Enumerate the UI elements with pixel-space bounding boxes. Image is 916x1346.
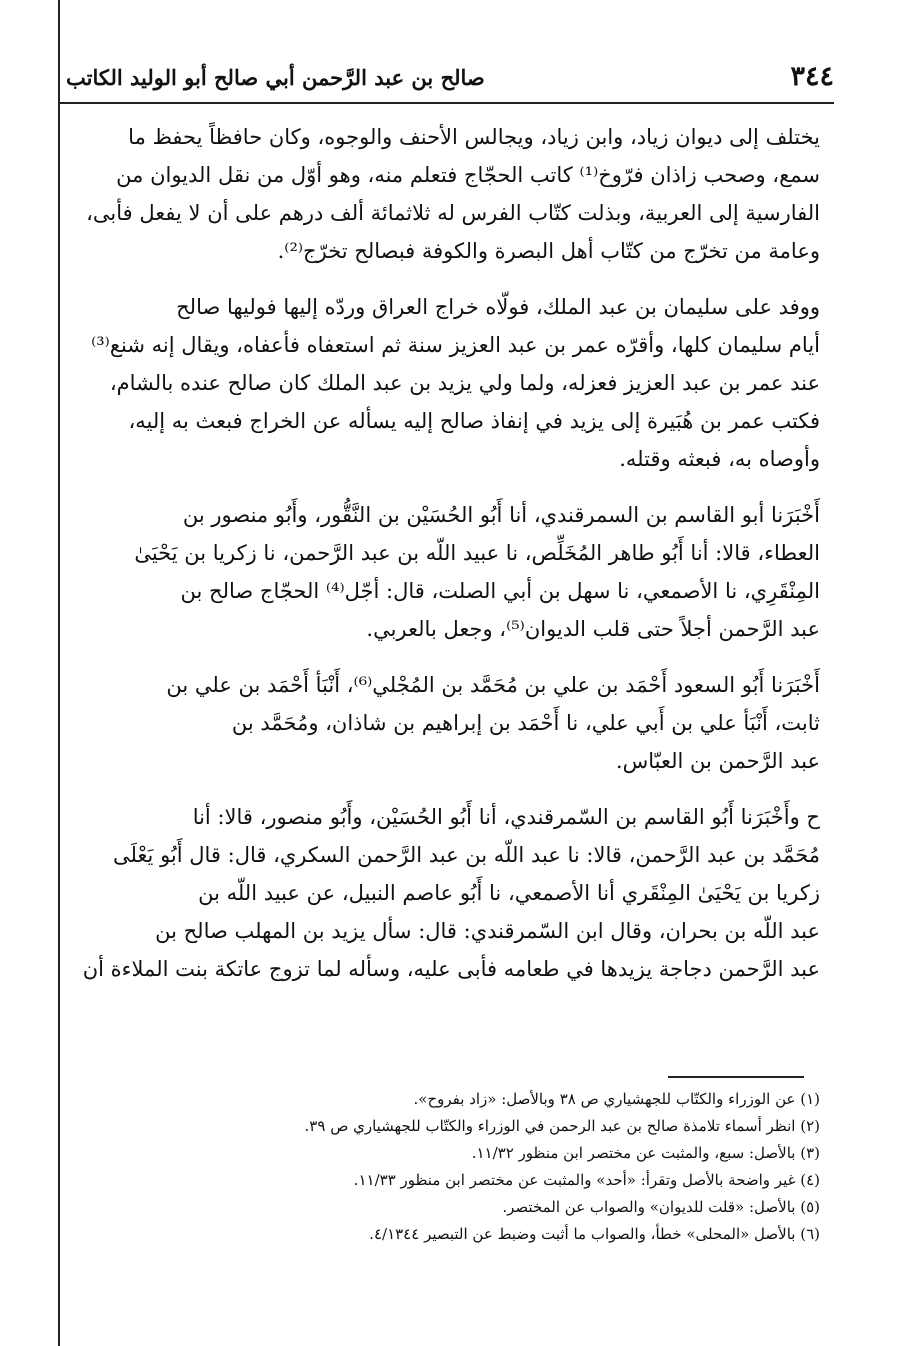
text-line: سمع، وصحب زاذان فرّوخ⁽¹⁾ كاتب الحجّاج فتعلم منه، وهو أوّل من نقل الديوان من [116,163,820,187]
footnote-item: (٢) انظر أسماء تلامذة صالح بن عبد الرحمن في الوزراء والكتّاب للجهشياري ص ٣٩. [304,1117,820,1135]
text-line: يختلف إلى ديوان زياد، وابن زياد، ويجالس الأحنف والوجوه، وكان حافظاً يحفظ ما [128,125,820,149]
text-line: أَخْبَرَنا أَبُو السعود أَحْمَد بن علي بن مُحَمَّد بن المُجْلي⁽⁶⁾، أَنْبَأ أَحْمَد بن علي بن [166,673,820,697]
footnote-item: (٥) بالأصل: «قلت للديوان» والصواب عن المختصر. [502,1198,820,1216]
footnote-item: (٣) بالأصل: سبع، والمثبت عن مختصر ابن منظور ١١/٣٢. [471,1144,820,1162]
footnotes [100,1086,820,1248]
text-line: عند عمر بن عبد العزيز فعزله، ولما ولي يزيد بن عبد الملك كان صالح عنده بالشام، [109,371,820,395]
text-line: الفارسية إلى العربية، وبذلت كتّاب الفرس له ثلاثمائة ألف درهم على أن لا يفعل فأبى، [86,201,820,225]
footnote-item: (١) عن الوزراء والكتّاب للجهشياري ص ٣٨ وبالأصل: «زاد بفروح». [413,1090,820,1108]
running-title: صالح بن عبد الرَّحمن أبي صالح أبو الوليد الكاتب [66,65,485,90]
header-rule [60,102,834,104]
footnote-item: (٦) بالأصل «المحلى» خطأ، والصواب ما أثبت وضبط عن التبصير ٤/١٣٤٤. [369,1225,820,1243]
text-line: وعامة من تخرّج من كتّاب أهل البصرة والكوفة فبصالح تخرّج⁽²⁾. [277,239,820,263]
footnote-item: (٤) غير واضحة بالأصل وتقرأ: «أحد» والمثبت عن مختصر ابن منظور ١١/٣٣. [353,1171,820,1189]
page-number: ٣٤٤ [790,61,834,92]
paragraph-gap [62,270,820,288]
text-line: ثابت، أَنْبَأ علي بن أَبي علي، نا أَحْمَد بن إبراهيم بن شاذان، ومُحَمَّد بن [231,711,820,735]
paragraph-gap [62,780,820,798]
text-line: عبد الرَّحمن أجلاً حتى قلب الديوان⁽⁵⁾، وجعل بالعربي. [366,617,820,641]
text-line: عبد اللّه بن بحران، وقال ابن السّمرقندي: قال: سأل يزيد بن المهلب صالح بن [155,919,820,943]
text-line: أَخْبَرَنا أبو القاسم بن السمرقندي، أنا أَبُو الحُسَيْن بن النَّقُّور، وأَبُو منصور بن [182,503,820,527]
text-line: عبد الرَّحمن بن العبّاس. [615,749,820,773]
text-line: العطاء، قالا: أنا أَبُو طاهر المُخَلِّص، نا عبيد اللّه بن عبد الرَّحمن، نا زكريا بن يَحْيَىٰ [134,541,820,565]
text-line: عبد الرَّحمن دجاجة يزيدها في طعامه فأبى عليه، وسأله لما تزوج عاتكة بنت الملاءة أن [82,957,820,981]
text-line: أيام سليمان كلها، وأقرّه عمر بن عبد العزيز سنة ثم استعفاه فأعفاه، ويقال إنه شنع⁽³⁾ [91,333,820,357]
footnote-rule [668,1076,804,1078]
page-header [60,55,834,103]
paragraph-gap [62,478,820,496]
text-line: مُحَمَّد بن عبد الرَّحمن، قالا: نا عبد اللّه بن عبد الرَّحمن السكري، قال: قال أَبُو يَعْلَى [112,843,820,867]
text-line: ح وأَخْبَرَنا أَبُو القاسم بن السّمرقندي، أنا أَبُو الحُسَيْن، وأَبُو منصور، قالا: أنا [192,805,820,829]
text-line: المِنْقَرِي، نا الأصمعي، نا سهل بن أبي الصلت، قال: أجّل⁽⁴⁾ الحجّاج صالح بن [180,579,820,603]
text-line: وأوصاه به، فبعثه وقتله. [619,447,820,471]
text-line: ووفد على سليمان بن عبد الملك، فولّاه خراج العراق وردّه إليها فوليها صالح [176,295,820,319]
text-line: فكتب عمر بن هُبَيرة إلى يزيد في إنفاذ صالح إليه يسأله عن الخراج فبعث به إليه، [128,409,820,433]
text-line: زكريا بن يَحْيَىٰ المِنْقَري أنا الأصمعي، نا أَبُو عاصم النبيل، عن عبيد اللّه بن [198,881,820,905]
body-text [62,118,820,988]
paragraph-gap [62,648,820,666]
binding-edge-line [58,0,60,1346]
